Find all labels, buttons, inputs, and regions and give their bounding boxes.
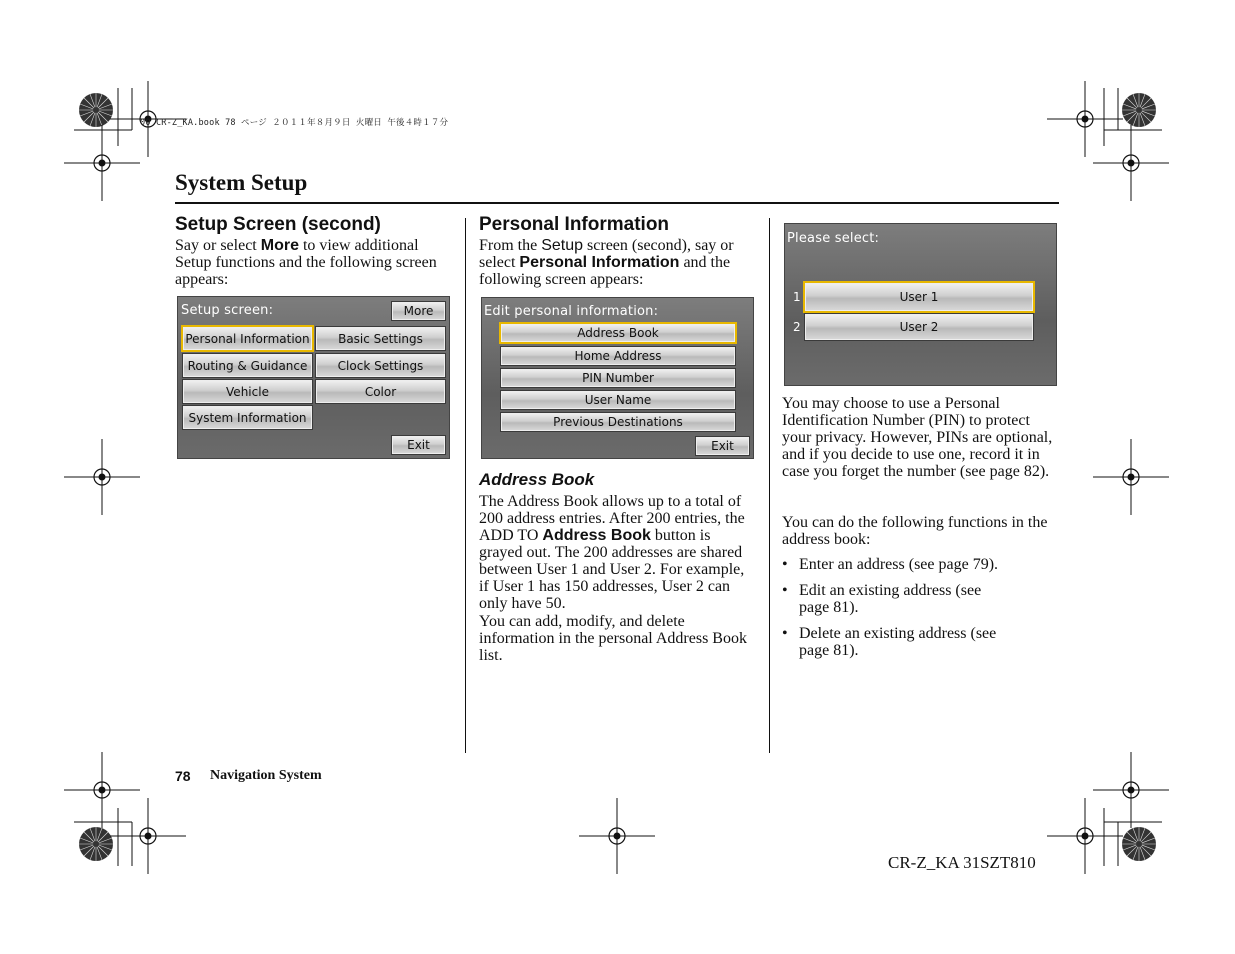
setup-screen-heading: Setup Screen (second) <box>175 214 381 235</box>
address-book-paragraph: The Address Book allows up to a total of 200 address entries. After 200 entries, the ADD TO Address Book button is grayed out. The 200 addresses are shared between User 1 and User 2. For example, if User 1 has 150 addresses, User 2 can only have 50. <box>479 493 745 612</box>
exit-button[interactable]: Exit <box>391 435 446 455</box>
routing-guidance-button[interactable]: Routing & Guidance <box>182 353 313 378</box>
user-2-number: 2 <box>793 320 801 334</box>
page-number: 78 <box>175 768 191 784</box>
column-divider-1 <box>465 218 466 753</box>
pin-paragraph: You may choose to use a Personal Identification Number (PIN) to protect your privacy. However, PINs are optional, and if you decide to use one, record it in case you forget the number (see page 82). <box>782 395 1053 480</box>
color-button[interactable]: Color <box>315 379 446 404</box>
vehicle-button[interactable]: Vehicle <box>182 379 313 404</box>
edit-personal-information-screen <box>481 297 754 459</box>
personal-information-paragraph: From the Setup screen (second), say or select Personal Information and the following screen appears: <box>479 237 734 288</box>
setup-screen-image <box>177 296 450 459</box>
edit-screen-title: Edit personal information: <box>484 304 659 319</box>
clock-settings-button[interactable]: Clock Settings <box>315 353 446 378</box>
address-book-paragraph-2: You can add, modify, and delete information in the personal Address Book list. <box>479 613 747 664</box>
previous-destinations-button[interactable]: Previous Destinations <box>500 412 736 432</box>
list-item: • Enter an address (see page 79). <box>782 556 1032 573</box>
basic-settings-button[interactable]: Basic Settings <box>315 326 446 351</box>
please-select-screen <box>784 223 1057 386</box>
more-button[interactable]: More <box>391 301 446 321</box>
system-information-button[interactable]: System Information <box>182 405 313 430</box>
personal-information-button[interactable]: Personal Information <box>182 326 313 351</box>
home-address-button[interactable]: Home Address <box>500 346 736 366</box>
title-rule <box>175 202 1059 204</box>
setup-screen-title: Setup screen: <box>181 303 274 318</box>
document-code: CR-Z_KA 31SZT810 <box>888 853 1036 872</box>
print-header: 00 CR-Z_KA.book 78 ページ ２０１１年８月９日 火曜日 午後４時１７分 <box>140 118 449 128</box>
book-title: Navigation System <box>210 768 322 783</box>
exit-button[interactable]: Exit <box>695 436 750 456</box>
list-item: • Delete an existing address (see page 81). <box>782 625 1018 659</box>
column-divider-2 <box>769 218 770 753</box>
user-1-button[interactable]: User 1 <box>804 282 1034 312</box>
setup-screen-paragraph: Say or select More to view additional Setup functions and the following screen appears: <box>175 237 437 288</box>
user-1-number: 1 <box>793 290 801 304</box>
address-book-subheading: Address Book <box>479 470 595 489</box>
list-item: • Edit an existing address (see page 81). <box>782 582 1002 616</box>
user-name-button[interactable]: User Name <box>500 390 736 410</box>
functions-intro-paragraph: You can do the following functions in the address book: <box>782 514 1048 548</box>
please-select-title: Please select: <box>787 231 880 246</box>
functions-list <box>782 556 1032 668</box>
address-book-button[interactable]: Address Book <box>500 323 736 343</box>
pin-number-button[interactable]: PIN Number <box>500 368 736 388</box>
user-2-button[interactable]: User 2 <box>804 313 1034 341</box>
section-title: System Setup <box>175 170 308 195</box>
personal-information-heading: Personal Information <box>479 214 670 235</box>
